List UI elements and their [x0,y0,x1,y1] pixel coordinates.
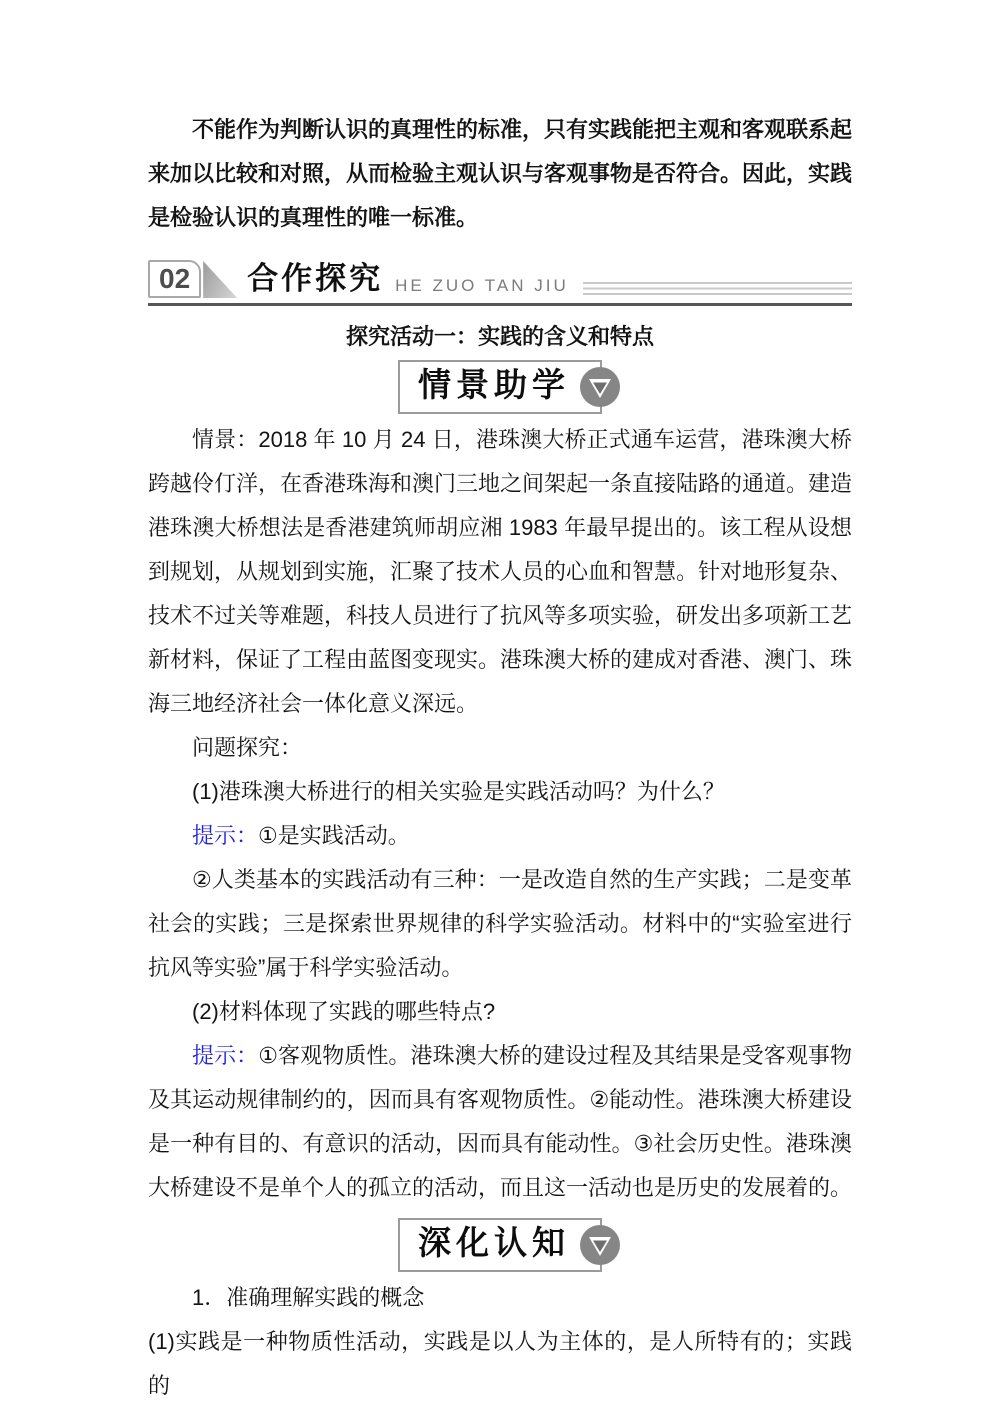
down-triangle-icon [579,366,621,408]
scenario-tag-title: 情景助学 [418,368,570,404]
activity-title: 探究活动一：实践的含义和特点 [345,324,654,349]
scenario-tag-box [398,360,602,414]
intro-paragraph: 不能作为判断认识的真理性的标准，只有实践能把主观和客观联系起来加以比较和对照，从而检验主观认识与客观事物是否符合。因此，实践是检验认识的真理性的唯一标准。 [148,117,853,230]
down-triangle-icon [579,1224,621,1266]
question-1: (1)港珠澳大桥进行的相关实验是实践活动吗？为什么？ [192,779,725,804]
deepen-tag-box [398,1218,602,1272]
hint-label: 提示： [192,1043,259,1068]
decor-stripes [583,282,852,295]
flag-triangle-icon [203,261,237,298]
deepen-heading: 1．准确理解实践的概念 [192,1285,425,1310]
answer-2-hint-line [148,1034,852,1210]
answer-2-text: ①客观物质性。港珠澳大桥的建设过程及其结果是受客观事物及其运动规律制约的，因而具有客观物质性。②能动性。港珠澳大桥建设是一种有目的、有意识的活动，因而具有能动性。③社会历史性。港珠澳大桥建设不是单个人的孤立的活动，而且这一活动也是历史的发展着的。 [148,1043,853,1200]
scenario-tag-row [148,360,852,414]
section-header [148,254,852,306]
scenario-paragraph: 情景：2018 年 10 月 24 日，港珠澳大桥正式通车运营，港珠澳大桥跨越伶仃洋，在香港珠海和澳门三地之间架起一条直接陆路的通道。建造港珠澳大桥想法是香港建筑师胡应湘 1983 年最早提出的。该工程从设想到规划，从规划到实施，汇聚了技术人员的心血和智慧。针对地形复杂、技术不过关等难题，科技人员进行了抗风等多项实验，研发出多项新工艺新材料，保证了工程由蓝图变现实。港珠澳大桥的建成对香港、澳门、珠海三地经济社会一体化意义深远。 [148,427,853,716]
section-title: 合作探究 [247,261,384,296]
deepen-tag-title: 深化认知 [418,1226,570,1262]
answer-1-part-2: ②人类基本的实践活动有三种：一是改造自然的生产实践；二是变革社会的实践；三是探索世界规律的科学实验活动。材料中的“实验室进行抗风等实验”属于科学实验活动。 [148,867,852,980]
section-subtitle-pinyin: HE ZUO TAN JIU [395,276,569,295]
deepen-tag-row [148,1218,852,1272]
question-2: (2)材料体现了实践的哪些特点? [192,999,496,1024]
answer-1-part-1: ①是实践活动。 [258,823,410,848]
deepen-first-line: (1)实践是一种物质性活动，实践是以人为主体的，是人所特有的；实践的 [148,1329,852,1398]
question-intro: 问题探究： [192,735,303,760]
question-answer-block [148,726,852,1210]
section-number-badge: 02 [148,260,201,298]
hint-label: 提示： [192,823,259,848]
answer-1-hint-line [148,814,852,858]
